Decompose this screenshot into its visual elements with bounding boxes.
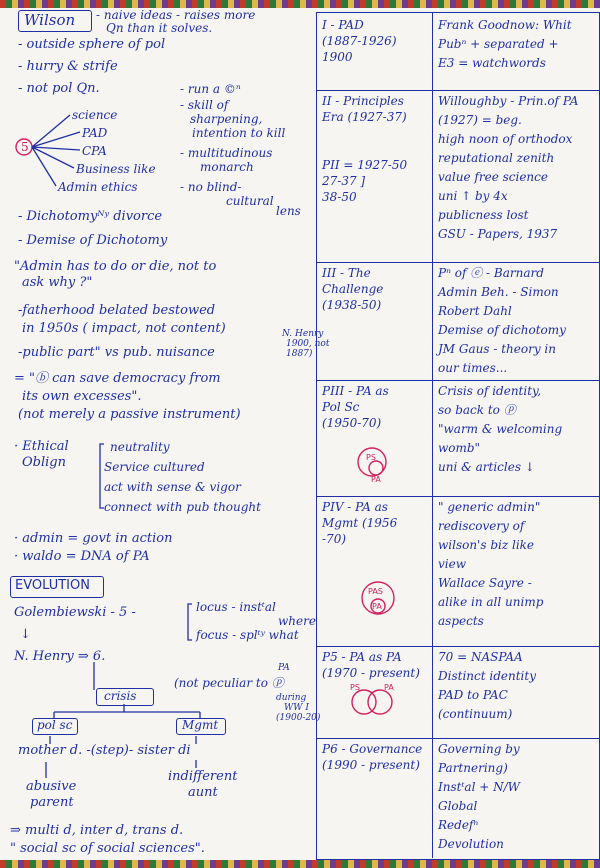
where-label: where	[278, 614, 316, 628]
row-5-detail-line: " generic admin"	[438, 500, 541, 514]
mgmt-label: Mgmt	[182, 718, 219, 732]
row-2-detail-line: GSU - Papers, 1937	[438, 227, 558, 241]
line-democracy-2: its own excesses".	[22, 389, 142, 404]
wilson-heading: Wilson	[24, 11, 76, 29]
henry-line: N. Henry ⇒ 6.	[14, 649, 106, 664]
row-7-detail-line: Redefⁿ	[438, 818, 479, 832]
row-5-period-line: Mgmt (1956	[322, 516, 398, 530]
row-7-period-line: P6 - Governance	[322, 742, 423, 756]
row-5-detail-line: rediscovery of	[438, 519, 525, 533]
row-4-period-line: Pol Sc	[322, 400, 360, 414]
row-4-period-line: (1950-70)	[322, 416, 382, 430]
row-2-period-line: 27-37 ]	[322, 174, 366, 188]
line-fatherhood: -fatherhood belated bestowed	[18, 303, 216, 318]
note-monarch: monarch	[200, 160, 254, 174]
pa-note: PA	[278, 663, 290, 673]
row-6-detail-line: Distinct identity	[438, 669, 536, 683]
ethical-item-act: act with sense & vigor	[104, 480, 241, 494]
row-1-detail-line: Frank Goodnow: Whit	[438, 18, 572, 32]
wwi-label: WW I	[284, 703, 309, 713]
line-admin-govt: · admin = govt in action	[14, 531, 173, 546]
venn-pa-inner	[369, 461, 383, 475]
row-2-period-line: 38-50	[322, 190, 357, 204]
locus-line: locus - instᵗal	[196, 600, 276, 614]
row-4-detail-line: Crisis of identity,	[438, 384, 542, 398]
fan-item-business: Business like	[76, 162, 156, 176]
row-3-detail-line: our times...	[438, 361, 508, 375]
golembiewski-line: Golembiewski - 5 -	[14, 605, 136, 620]
note-lens: lens	[276, 204, 301, 218]
row-5-detail-line: wilson's biz like	[438, 538, 535, 552]
row-1-period-line: (1887-1926)	[322, 34, 397, 48]
fan-item-pad: PAD	[82, 126, 108, 140]
ethical-item-service: Service cultured	[104, 460, 205, 474]
venn-label-pa2: PA	[372, 602, 382, 611]
line-hurry: - hurry & strife	[18, 59, 118, 74]
evolution-heading: EVOLUTION	[15, 578, 90, 593]
line-democracy: = "ⓑ can save democracy from	[14, 371, 221, 386]
line-fatherhood-2: in 1950s ( impact, not content)	[22, 321, 226, 336]
row-7-period-line: (1990 - present)	[322, 758, 420, 772]
row-3-period-line: Challenge	[322, 282, 384, 296]
row-4-detail-line: uni & articles ↓	[438, 460, 535, 474]
row-3-detail-line: Admin Beh. - Simon	[438, 285, 559, 299]
arrow-down-1: ↓	[20, 627, 31, 642]
row-1-detail-line: E3 = watchwords	[438, 56, 546, 70]
row-2-detail-line: uni ↑ by 4x	[438, 189, 508, 203]
row-6-period-line: (1970 - present)	[322, 666, 420, 680]
row-5-detail-line: Wallace Sayre -	[438, 576, 532, 590]
row-5-detail-line: view	[438, 557, 466, 571]
row-3-period-line: (1938-50)	[322, 298, 382, 312]
note-skill: - skill of	[180, 98, 229, 112]
row-3-detail-line: Robert Dahl	[438, 304, 512, 318]
polsc-label: pol sc	[37, 718, 73, 732]
line-demise: - Demise of Dichotomy	[18, 233, 168, 248]
row-5-period-line: PIV - PA as	[322, 500, 388, 514]
row-3-detail-line: JM Gaus - theory in	[438, 342, 556, 356]
nhenry-note-3: 1887)	[286, 349, 313, 359]
row-7-detail-line: Governing by	[438, 742, 520, 756]
during-label: during	[276, 693, 307, 703]
row-4-detail-line: so back to ⓟ	[438, 403, 516, 417]
ethical-item-neutrality: neutrality	[110, 440, 170, 454]
venn-label-pas: PAS	[368, 587, 383, 596]
line-outside-sphere: - outside sphere of pol	[18, 37, 166, 52]
aunt-label: aunt	[188, 785, 218, 800]
row-4-period-line: PIII - PA as	[322, 384, 389, 398]
line-waldo: · waldo = DNA of PA	[14, 549, 150, 564]
indifferent-label: indifferent	[168, 769, 238, 784]
not-peculiar-line: (not peculiar to ⓟ	[174, 676, 284, 690]
quote-admin-2: ask why ?"	[22, 275, 93, 290]
note-no-blind: - no blind-	[180, 180, 242, 194]
row-6-period-line: P5 - PA as PA	[322, 650, 402, 664]
line-passive: (not merely a passive instrument)	[18, 407, 241, 422]
row-4-detail-line: womb"	[438, 441, 481, 455]
row-3-detail-line: Demise of dichotomy	[438, 323, 566, 337]
social-sc-line: " social sc of social sciences".	[10, 841, 205, 856]
row-2-detail-line: (1927) = beg.	[438, 113, 522, 127]
row-3-detail-line: Pⁿ of ⓔ - Barnard	[438, 266, 544, 280]
venn-label-ps: PS	[366, 453, 376, 462]
ethical-label-2: Oblign	[22, 455, 66, 470]
line-dichotomy: - Dichotomyᴺʸ divorce	[18, 209, 163, 224]
row-1-period-line: 1900	[322, 50, 353, 64]
fan-item-science: science	[72, 108, 118, 122]
row-5-detail-line: alike in all unimp	[438, 595, 544, 609]
note-intention: intention to kill	[192, 126, 286, 140]
venn-label-pa3: PA	[384, 683, 394, 692]
note-cultural: cultural	[226, 194, 274, 208]
quote-admin: "Admin has to do or die, not to	[14, 259, 217, 274]
row-2-detail-line: reputational zenith	[438, 151, 555, 165]
row-6-detail-line: 70 = NASPAA	[438, 650, 523, 664]
ethical-label: · Ethical	[14, 439, 69, 454]
fan-item-cpa: CPA	[82, 144, 107, 158]
row-7-detail-line: Devolution	[438, 837, 504, 851]
note-sharpening: sharpening,	[190, 112, 263, 126]
fan-number: 5	[21, 140, 29, 154]
row-7-detail-line: Partnering)	[438, 761, 508, 775]
venn-p5-right	[368, 690, 392, 714]
line-public-part: -public part" vs pub. nuisance	[18, 345, 215, 360]
row-2-detail-line: value free science	[438, 170, 548, 184]
parent-label: parent	[30, 795, 74, 810]
row-2-detail-line: Willoughby - Prin.of PA	[438, 94, 579, 108]
row-3-period-line: III - The	[322, 266, 371, 280]
nhenry-note-1: N. Henry	[282, 329, 324, 339]
note-top-2: Qn than it solves.	[106, 21, 213, 35]
note-top: - naive ideas - raises more	[96, 8, 256, 22]
line-not-pol: - not pol Qn.	[18, 81, 100, 96]
row-5-period-line: -70)	[322, 532, 347, 546]
row-6-detail-line: PAD to PAC	[438, 688, 508, 702]
fan-item-ethics: Admin ethics	[58, 180, 138, 194]
row-1-detail-line: Pubⁿ + separated +	[438, 37, 559, 51]
row-2-period-line: II - Principles	[322, 94, 404, 108]
venn-label-pa: PA	[371, 475, 381, 484]
note-multitudinous: - multitudinous	[180, 146, 273, 160]
row-2-detail-line: high noon of orthodox	[438, 132, 573, 146]
crisis-label: crisis	[104, 689, 137, 703]
row-2-period-line: PII = 1927-50	[322, 158, 408, 172]
multid-line: ⇒ multi d, inter d, trans d.	[10, 823, 184, 838]
venn-label-ps3: PS	[350, 683, 360, 692]
mother-sister-line: mother d. -(step)- sister di	[18, 743, 191, 758]
row-5-detail-line: aspects	[438, 614, 484, 628]
row-7-detail-line: Global	[438, 799, 478, 813]
row-7-detail-line: Instᵗal + N/W	[438, 780, 520, 794]
abusive-label: abusive	[26, 779, 77, 794]
wwi-years: (1900-20)	[276, 713, 321, 723]
row-6-detail-line: (continuum)	[438, 707, 513, 721]
nhenry-note-2: 1900, not	[286, 339, 330, 349]
row-4-detail-line: "warm & welcoming	[438, 422, 563, 436]
note-run: - run a ©ⁿ	[180, 82, 241, 96]
focus-line: focus - splᵗʸ what	[196, 628, 299, 642]
ethical-item-connect: connect with pub thought	[104, 500, 261, 514]
row-1-period-line: I - PAD	[322, 18, 364, 32]
row-2-detail-line: publicness lost	[438, 208, 529, 222]
row-2-period-line: Era (1927-37)	[322, 110, 407, 124]
